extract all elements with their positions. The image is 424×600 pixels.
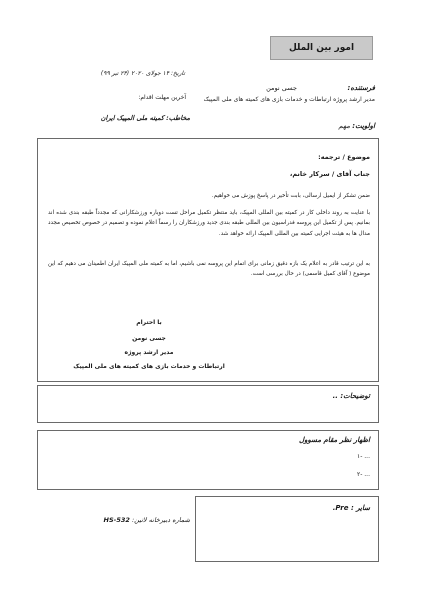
sender-label: فرستنده: bbox=[347, 84, 375, 92]
addressee: مخاطب: کمیته ملی المپیک ایران bbox=[100, 114, 190, 122]
priority bbox=[290, 122, 375, 130]
other-box[interactable] bbox=[195, 496, 379, 562]
letter-body-box bbox=[37, 138, 379, 382]
signature-role: مدیر ارشد پروژه bbox=[124, 349, 174, 356]
subject-label: موضوع / ترجمه: bbox=[318, 153, 370, 161]
priority-value: مهم bbox=[338, 122, 351, 130]
paragraph-1: ضمن تشکر از ایمیل ارسالی، بابت تأخیر در پاسخ پوزش می خواهیم. bbox=[211, 193, 370, 199]
salutation: جناب آقای / سرکار خانم، bbox=[289, 170, 370, 178]
page-title: امور بین الملل bbox=[270, 36, 373, 60]
opinion-item-1: ۱- ... bbox=[356, 453, 370, 460]
comments-box[interactable] bbox=[37, 385, 379, 423]
comments-label: توضیحات: .. bbox=[332, 392, 370, 400]
signature-closing: با احترام bbox=[136, 319, 162, 326]
opinion-label: اظهار نظر مقام مسوول bbox=[299, 436, 370, 444]
other-label: سایر : Pre. bbox=[332, 504, 370, 512]
sender-title: مدیر ارشد پروژه ارتباطات و خدمات بازی های کمیته های ملی المپیک bbox=[203, 96, 375, 103]
deadline-label: آخرین مهلت اقدام: bbox=[138, 94, 186, 101]
registry-value: HS-532 bbox=[103, 516, 130, 524]
registry-label: شماره دبیرخانه لاتین: bbox=[131, 516, 190, 524]
letter-date: تاریخ: ۱۴ جولای ۲۰۲۰ (۲۴ تیر ۹۹) bbox=[100, 70, 185, 77]
opinion-item-2: ۲- ... bbox=[356, 471, 370, 478]
paragraph-2: با عنایت به روند داخلی کار در کمیته بین المللی المپیک، باید منتظر تکمیل مراحل تست دوباره ورزشکارانی که مجدداً طبقه بندی شده اند بمانیم. پس از تکمیل این پروسه فدراسیون بین المللی طبقه بندی جدید ورزشکاران را رسماً اعلام نموده و تصمیم در خصوص تخصیص مجدد مدال ها به هیئت اجرایی کمیته بین المللی المپیک ارائه خواهد شد. bbox=[48, 210, 370, 237]
signature-dept: ارتباطات و خدمات بازی های کمیته های ملی المپیک bbox=[73, 363, 225, 370]
registry-number bbox=[40, 516, 190, 524]
paragraph-3: به این ترتیب قادر به اعلام یک بازه دقیق زمانی برای اتمام این پروسه نمی باشیم، اما به کمیته ملی المپیک ایران اطمینان می دهیم که این موضوع ( آقای کمیل قاسمی) در حال بررسی است. bbox=[48, 261, 370, 278]
signature-name: جسی نومن bbox=[132, 335, 166, 342]
official-opinion-box[interactable] bbox=[37, 430, 379, 490]
sender-name: جسی نومن bbox=[266, 84, 297, 92]
priority-label: اولویت: bbox=[352, 122, 375, 130]
